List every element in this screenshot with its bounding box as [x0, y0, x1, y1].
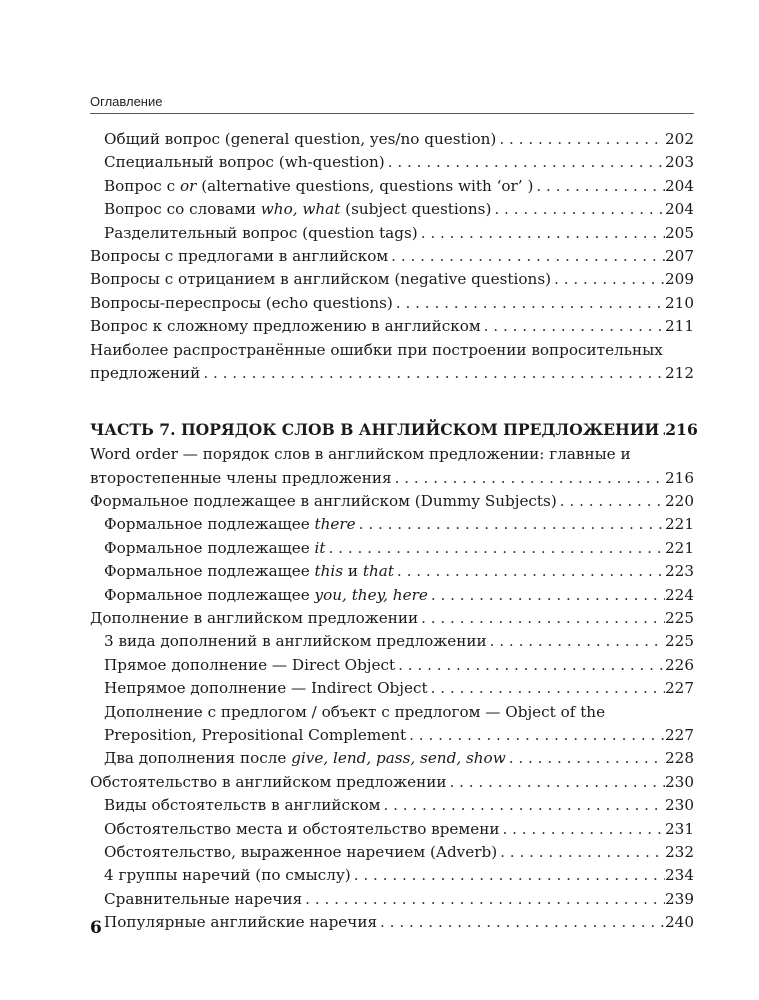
toc-entry-title: Два дополнения после give, lend, pass, send, show [104, 749, 506, 768]
toc-leader-dots [497, 841, 665, 864]
toc-entry-title: Формальное подлежащее there [104, 515, 356, 534]
toc-entry[interactable] [90, 513, 694, 536]
toc-leader-dots [557, 490, 665, 513]
toc-entry-title: второстепенные члены предложения [90, 468, 392, 487]
toc-entry[interactable] [90, 864, 694, 887]
toc-entry[interactable] [90, 128, 694, 151]
toc-leader-dots [377, 911, 665, 934]
toc-entry-title: Непрямое дополнение — Indirect Object [104, 679, 428, 698]
toc-leader-dots [393, 292, 665, 315]
toc-entry[interactable] [90, 467, 694, 490]
toc-leader-dots [418, 222, 665, 245]
toc-entry[interactable] [90, 911, 694, 934]
toc-entry-title: Вопрос со словами who, what (subject questions) [104, 200, 492, 219]
toc-entry[interactable] [90, 677, 694, 700]
toc-entry-title: Специальный вопрос (wh-question) [104, 153, 385, 172]
toc-entry[interactable] [90, 490, 694, 513]
toc-leader-dots [418, 607, 665, 630]
toc-entry-page: 231 [665, 819, 694, 838]
toc-entry[interactable] [90, 315, 694, 338]
toc-entry-page: 227 [665, 725, 694, 744]
toc-entry-title: Сравнительные наречия [104, 889, 303, 908]
toc-entry-page: 232 [665, 842, 694, 861]
table-of-contents [90, 128, 698, 935]
toc-leader-dots [533, 175, 665, 198]
toc-entry-page: 220 [665, 492, 694, 511]
toc-entry[interactable] [90, 151, 694, 174]
toc-entry-page: 211 [665, 317, 694, 336]
toc-entry-page: 223 [665, 562, 694, 581]
toc-leader-dots [395, 654, 665, 677]
toc-entry-page: 224 [665, 585, 694, 604]
toc-entry-page: 204 [665, 200, 694, 219]
toc-leader-dots [200, 362, 665, 385]
toc-leader-dots [499, 818, 665, 841]
toc-entry-title: Общий вопрос (general question, yes/no question) [104, 130, 497, 148]
toc-entry-page: 209 [665, 270, 694, 289]
toc-entry[interactable] [90, 245, 694, 268]
toc-leader-dots [385, 151, 665, 174]
toc-entry-title: Формальное подлежащее в английском (Dummy Subjects) [90, 492, 557, 511]
toc-entry-title: Вопрос к сложному предложению в английском [90, 317, 481, 336]
toc-entry-title: Вопрос с or (alternative questions, questions with ‘or’ ) [104, 176, 534, 195]
toc-entry-page: 216 [665, 420, 698, 440]
toc-entry[interactable] [90, 292, 694, 315]
toc-entry-page: 204 [665, 176, 694, 195]
toc-leader-dots [506, 747, 665, 770]
toc-leader-dots [302, 888, 665, 911]
toc-leader-dots [551, 268, 665, 291]
toc-entry-page: 227 [665, 679, 694, 698]
toc-entry-title: Вопросы с отрицанием в английском (negative questions) [90, 270, 552, 289]
toc-entry-title: Обстоятельство в английском предложении [90, 772, 447, 791]
toc-entry-title: Обстоятельство места и обстоятельство времени [104, 819, 500, 838]
toc-entry-page: 225 [665, 632, 694, 651]
toc-entry[interactable] [90, 222, 694, 245]
toc-leader-dots [326, 537, 665, 560]
toc-part-heading[interactable] [90, 417, 698, 443]
toc-leader-dots [356, 513, 665, 536]
toc-entry-title: Популярные английские наречия [104, 913, 378, 932]
running-header [90, 94, 694, 114]
toc-entry[interactable] [90, 747, 694, 770]
running-header-title: Оглавление [90, 94, 163, 109]
toc-entry-title: Вопросы-переспросы (echo questions) [90, 293, 393, 312]
toc-entry-title: Word order — порядок слов в английском предложении: главные и [90, 445, 631, 464]
toc-entry-page: 216 [665, 468, 694, 487]
toc-entry-title: Preposition, Prepositional Complement [104, 725, 407, 744]
toc-leader-dots [487, 630, 665, 653]
toc-leader-dots [351, 864, 665, 887]
toc-entry-page: 202 [665, 130, 694, 148]
toc-entry-page: 207 [665, 246, 694, 265]
toc-entry-title: Формальное подлежащее this и that [104, 562, 394, 581]
toc-entry-page: 230 [665, 772, 694, 791]
toc-entry-page: 226 [665, 655, 694, 674]
toc-entry-title: Дополнение в английском предложении [90, 609, 419, 628]
toc-leader-dots [394, 560, 665, 583]
toc-entry-page: 212 [665, 363, 694, 382]
toc-leader-dots [406, 724, 665, 747]
toc-entry[interactable] [90, 841, 694, 864]
toc-entry[interactable] [90, 175, 694, 198]
toc-entry[interactable] [90, 607, 694, 630]
section-gap [90, 385, 694, 417]
toc-entry-title: Формальное подлежащее it [104, 538, 326, 557]
toc-entry[interactable] [90, 701, 694, 724]
toc-entry[interactable] [90, 794, 694, 817]
toc-entry-title: 3 вида дополнений в английском предложении [104, 632, 487, 651]
toc-entry-page: 225 [665, 609, 694, 628]
toc-entry-title: 4 группы наречий (по смыслу) [104, 866, 351, 885]
toc-entry-page: 228 [665, 749, 694, 768]
toc-entry-title: Вопросы с предлогами в английском [90, 246, 389, 265]
toc-entry-title: Формальное подлежащее you, they, here [104, 585, 428, 604]
toc-entry-page: 234 [665, 866, 694, 885]
toc-entry[interactable] [90, 198, 694, 221]
toc-entry[interactable] [90, 888, 694, 911]
toc-entry[interactable] [90, 537, 694, 560]
toc-entry-title: Виды обстоятельств в английском [104, 796, 381, 815]
toc-entry-page: 221 [665, 538, 694, 557]
toc-entry-page: 210 [665, 293, 694, 312]
toc-entry-title: ЧАСТЬ 7. ПОРЯДОК СЛОВ В АНГЛИЙСКОМ ПРЕДЛОЖЕНИИ [90, 420, 660, 440]
toc-entry-page: 203 [665, 153, 694, 172]
toc-entry-page: 205 [665, 223, 694, 242]
toc-leader-dots [428, 584, 665, 607]
toc-leader-dots [491, 198, 665, 221]
toc-entry-page: 239 [665, 889, 694, 908]
toc-entry[interactable] [90, 443, 694, 466]
toc-entry[interactable] [90, 268, 694, 291]
toc-entry-page: 230 [665, 796, 694, 815]
toc-entry[interactable] [90, 724, 694, 747]
page-number: 6 [90, 918, 102, 938]
toc-leader-dots [392, 467, 665, 490]
toc-entry[interactable] [90, 362, 694, 385]
toc-entry[interactable] [90, 654, 694, 677]
toc-entry-title: Прямое дополнение — Direct Object [104, 655, 396, 674]
toc-leader-dots [380, 794, 665, 817]
toc-entry-title: предложений [90, 363, 201, 382]
toc-leader-dots [388, 245, 665, 268]
toc-leader-dots [481, 315, 665, 338]
toc-entry[interactable] [90, 560, 694, 583]
toc-entry-title: Обстоятельство, выраженное наречием (Adverb) [104, 842, 498, 861]
toc-entry-title: Дополнение с предлогом / объект с предлогом — Object of the [104, 702, 606, 721]
toc-entry-title: Разделительный вопрос (question tags) [104, 223, 418, 242]
toc-leader-dots [446, 771, 665, 794]
toc-entry[interactable] [90, 771, 694, 794]
toc-entry[interactable] [90, 818, 694, 841]
toc-entry[interactable] [90, 630, 694, 653]
toc-entry-title: Наиболее распространённые ошибки при построении вопросительных [90, 340, 663, 359]
toc-entry[interactable] [90, 339, 694, 362]
toc-entry-page: 240 [665, 913, 694, 932]
toc-entry-page: 221 [665, 515, 694, 534]
toc-leader-dots [496, 128, 665, 151]
toc-leader-dots [428, 677, 665, 700]
toc-entry[interactable] [90, 584, 694, 607]
